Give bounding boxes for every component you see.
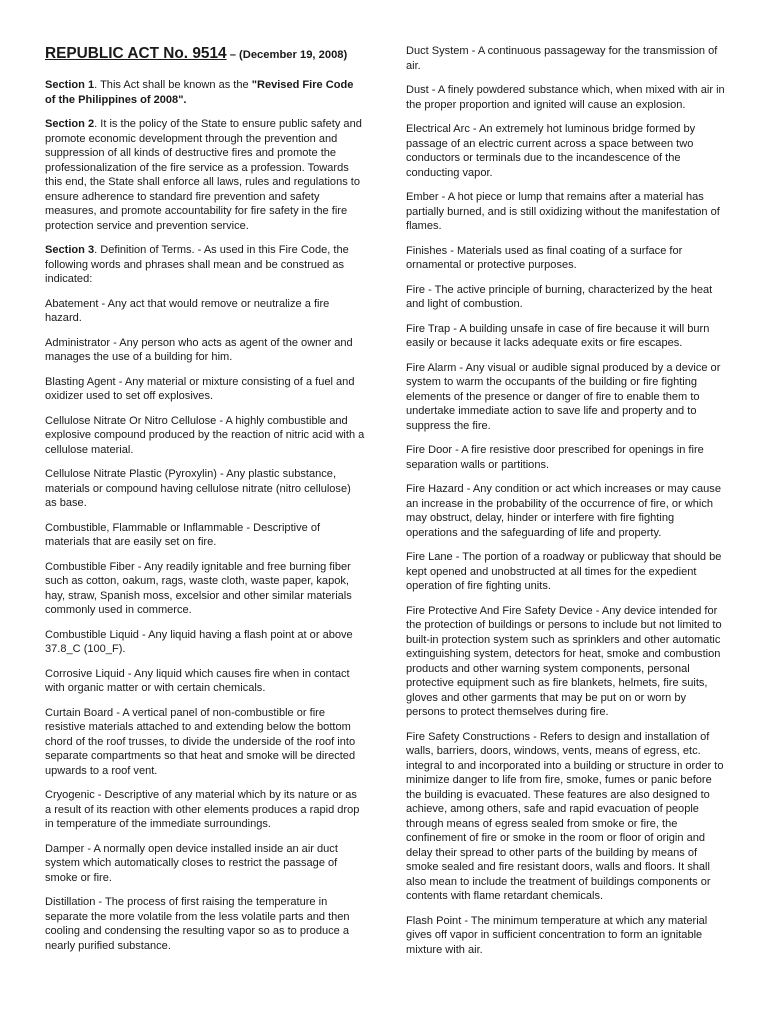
section-label: Section 2 [45, 118, 95, 130]
section-label: Section 1 [45, 79, 95, 91]
term-definition: Ember - A hot piece or lump that remains after a material has partially burned, and is still oxidizing without the manifestation of flames. [406, 191, 720, 232]
term-definition: Combustible Liquid - Any liquid having a flash point at or above 37.8_C (100_F). [45, 628, 353, 655]
section-text: . This Act shall be known as the [94, 79, 252, 91]
term-definition: Electrical Arc - An extremely hot luminous bridge formed by passage of an electric current across a space between two conductors or terminals due to the incandescence of the conducting vapor. [406, 123, 696, 179]
term-definition: Fire - The active principle of burning, characterized by the heat and light of combustion. [406, 283, 713, 310]
term-definition: Cellulose Nitrate Plastic (Pyroxylin) - Any plastic substance, materials or compound having cellulose nitrate (nitro cellulose) as base. [45, 468, 351, 509]
term-definition: Administrator - Any person who acts as agent of the owner and manages the use of a building for him. [45, 336, 353, 363]
term-definition: Damper - A normally open device installed inside an air duct system which automatically closes to restrict the passage of smoke or fire. [45, 842, 338, 884]
section-text: . It is the policy of the State to ensure public safety and promote economic development through the prevention and suppression of all kinds of destructive fires and promote the professionalization of the fire service as a profession. Towards this end, the State shall enforce all laws, rules and regulations to ensure adherence to standard fire prevention and safety measures, and promote accountability for fire safety in the fire protection service and prevention service. [45, 118, 362, 232]
term-definition: Cryogenic - Descriptive of any material which by its nature or as a result of its reaction with other elements produces a rapid drop in temperature of the immediate surroundings. [45, 789, 360, 830]
term-definition: Blasting Agent - Any material or mixture consisting of a fuel and oxidizer used to set off explosives. [45, 375, 355, 402]
term-definition: Duct System - A continuous passageway for the transmission of air. [406, 45, 718, 72]
term-definition: Fire Safety Constructions - Refers to design and installation of walls, barriers, doors, windows, vents, means of egress, etc. integral to and incorporated into a building or structure in order to minimize danger to life from fire, smoke, fumes or panic before the building is evacuated. These features are also designed to achieve, among others, safe and rapid evacuation of people through means of egress sealed from smoke or fire, the confinement of fire or smoke in the room or floor of origin and delay their spread to other parts of the building by means of smoke sealed and fire resistant doors, walls and floors. It shall also mean to include the treatment of buildings components or contents with flame retardant chemicals. [406, 730, 724, 902]
code-name: "Revised Fire Code of the Philippines of 2008". [45, 79, 354, 106]
act-date: – (December 19, 2008) [226, 49, 348, 61]
section-2 [45, 117, 365, 233]
term-definition: Abatement - Any act that would remove or neutralize a fire hazard. [45, 297, 330, 324]
term-definition: Distillation - The process of first raising the temperature in separate the more volatile from the less volatile parts and then cooling and condensing the resulting vapor so as to produce a nearly purified substance. [45, 896, 350, 952]
term-definition: Finishes - Materials used as final coating of a surface for ornamental or protective purposes. [406, 244, 683, 271]
term-definition: Combustible, Flammable or Inflammable - Descriptive of materials that are easily set on fire. [45, 521, 321, 548]
section-text: . Definition of Terms. - As used in this Fire Code, the following words and phrases shall mean and be construed as indicated: [45, 244, 349, 285]
term-definition: Fire Hazard - Any condition or act which increases or may cause an increase in the probability of the occurrence of fire, or which may obstruct, delay, hinder or interfere with fire fighting operations and the safeguarding of life and property. [406, 483, 721, 539]
term-definition: Fire Lane - The portion of a roadway or publicway that should be kept opened and unobstructed at all times for the expedient operation of fire fighting units. [406, 551, 722, 592]
term-definition: Fire Trap - A building unsafe in case of fire because it will burn easily or because it lacks adequate exits or fire escapes. [406, 322, 710, 349]
term-definition: Flash Point - The minimum temperature at which any material gives off vapor in sufficient concentration to form an ignitable mixture with air. [406, 914, 708, 956]
document-title [45, 44, 365, 65]
section-label: Section 3 [45, 244, 95, 256]
term-definition: Combustible Fiber - Any readily ignitable and free burning fiber such as cotton, oakum, rags, waste cloth, waste paper, kapok, hay, straw, Spanish moss, excelsior and other similar materials commonly used in commerce. [45, 560, 352, 616]
term-definition: Dust - A finely powdered substance which, when mixed with air in the proper proportion and ignited will cause an explosion. [406, 84, 725, 111]
act-title: REPUBLIC ACT No. 9514 [45, 45, 227, 62]
right-column [406, 44, 726, 967]
term-definition: Fire Protective And Fire Safety Device - Any device intended for the protection of buildings or persons to include but not limited to built-in protection system such as sprinklers and other automatic extinguishing system, detectors for heat, smoke and combustion products and other warning system components, personal protective equipment such as fire blankets, helmets, fire suits, gloves and other garments that may be put on or worn by persons to protect themselves during fire. [406, 604, 722, 718]
term-definition: Fire Door - A fire resistive door prescribed for openings in fire separation walls or partitions. [406, 444, 704, 471]
term-definition: Fire Alarm - Any visual or audible signal produced by a device or system to warm the occupants of the building or fire fighting elements of the presence or danger of fire to enable them to undertake immediate action to save life and property and to suppress the fire. [406, 361, 721, 432]
left-column [45, 44, 365, 963]
section-3 [45, 243, 365, 287]
term-definition: Cellulose Nitrate Or Nitro Cellulose - A highly combustible and explosive compound produced by the reaction of nitric acid with a cellulose material. [45, 414, 365, 456]
term-definition: Corrosive Liquid - Any liquid which causes fire when in contact with organic matter or with certain chemicals. [45, 667, 350, 694]
section-1 [45, 78, 365, 107]
term-definition: Curtain Board - A vertical panel of non-combustible or fire resistive materials attached to and extending below the bottom chord of the roof trusses, to divide the underside of the roof into separate compartments so that heat and smoke will be directed upwards to a roof vent. [45, 706, 356, 777]
